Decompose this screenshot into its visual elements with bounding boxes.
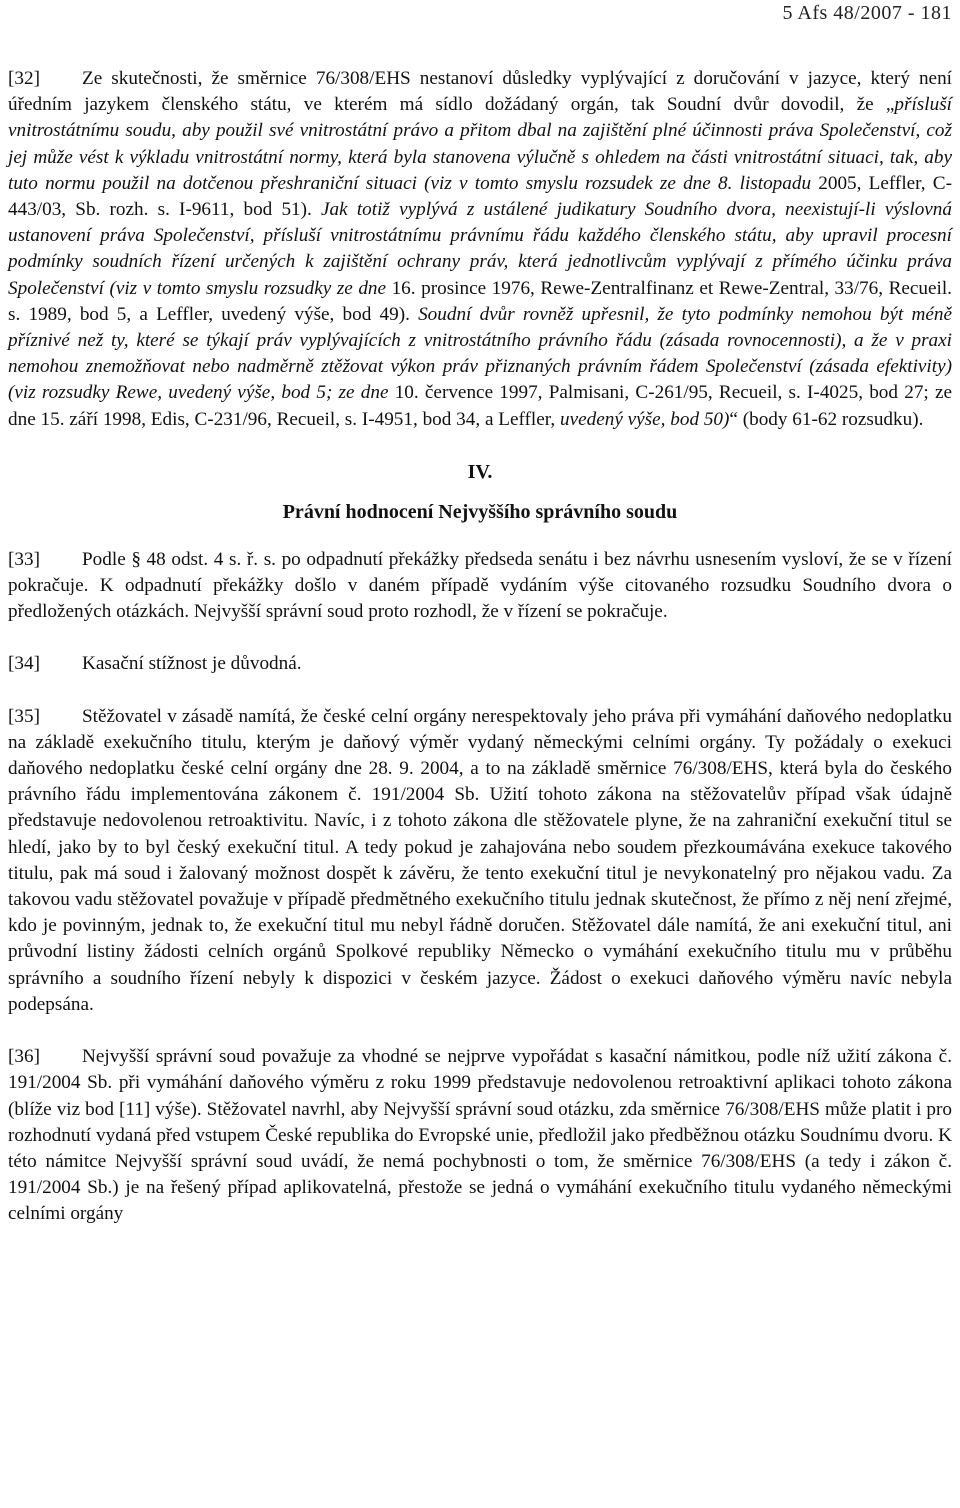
paragraph-text: 2005, Leffler, C-443/03, Sb. rozh. s. I-9611, bod 51).	[8, 172, 952, 221]
quoted-text: přísluší vnitrostátnímu soudu, aby použil své vnitrostátní právo a přitom dbal na zajištění plné účinnosti práva Společenství, což jej může vést k výkladu vnitrostátní normy, která byla stanovena výlučně s ohledem na části vnitrostátní situaci, tak, aby tuto normu použil na dotčenou přeshraniční situaci (viz v tomto smyslu rozsudek ze dne 8. listopadu	[8, 94, 952, 194]
paragraph-text: 10. července 1997, Palmisani, C-261/95, Recueil, s. I-4025, bod 27; ze dne 15. září 1998, Edis, C-231/96, Recueil, s. I-4951, bod 34, a Leffler,	[8, 382, 952, 430]
paragraph-32	[8, 66, 952, 433]
paragraph-text: Nejvyšší správní soud považuje za vhodné se nejprve vypořádat s kasační námitkou, podle níž užití zákona č. 191/2004 Sb. při vymáhání daňového výměru z roku 1999 představuje nedovolenou retroaktivní aplikaci tohoto zákona (blíže viz bod [11] výše). Stěžovatel navrhl, aby Nejvyšší správní soud otázku, zda směrnice 76/308/EHS může platit i pro rozhodnutí vydaná před vstupem České republika do Evropské unie, předložil jako předběžnou otázku Soudnímu dvoru. K této námitce Nejvyšší správní soud uvádí, že nemá pochybnosti o tom, že směrnice 76/308/EHS (a tedy i zákon č. 191/2004 Sb.) je na řešený případ aplikovatelná, přestože se jedná o vymáhání exekučního titulu vydaného německými celními orgány	[8, 1046, 952, 1225]
paragraph-33	[8, 547, 952, 626]
paragraph-number: [32]	[8, 68, 40, 89]
document-body	[8, 66, 952, 1228]
paragraph-text: Stěžovatel v zásadě namítá, že české celní orgány nerespektovaly jeho práva při vymáhání daňového nedoplatku na základě exekučního titulu, kterým je daňový výměr vydaný německými celními orgány. Ty požádaly o exekuci daňového nedoplatku české celní orgány dne 28. 9. 2004, a to na základě směrnice 76/308/EHS, která byla do českého právního řádu implementována zákonem č. 191/2004 Sb. Užití tohoto zákona na stěžovatelův případ však údajně představuje nedovolenou retroaktivitu. Navíc, i z tohoto zákona dle stěžovatele plyne, že na zahraniční exekuční titul se hledí, jako by to byl český exekuční titul. A tedy pokud je zahajována nebo soudem přezkoumávána exekuce takového titulu, pak má soud i žalovaný možnost dospět k závěru, že tento exekuční titul je nevykonatelný pro nějakou vadu. Za takovou vadu stěžovatel považuje v případě předmětného exekučního titulu jednak skutečnost, že přímo z něj není zřejmé, kdo je povinným, jednak to, že exekuční titul mu nebyl řádně doručen. Stěžovatel dále namítá, že ani exekuční titul, ani průvodní listiny žádosti celních orgánů Spolkové republiky Německo o vymáhání exekučního titulu mu v průběhu správního a soudního řízení nebyly k dispozici v českém jazyce. Žádost o exekuci daňového výměru navíc nebyla podepsána.	[8, 705, 952, 1015]
paragraph-36	[8, 1044, 952, 1227]
paragraph-text: 16. prosince 1976, Rewe-Zentralfinanz et Rewe-Zentral, 33/76, Recueil. s. 1989, bod 5, a Leffler, uvedený výše, bod 49).	[8, 277, 952, 325]
paragraph-number: [36]	[8, 1046, 40, 1068]
section-title: Právní hodnocení Nejvyššího správního soudu	[282, 500, 678, 523]
paragraph-number: [34]	[8, 653, 40, 675]
quoted-text: Jak totiž vyplývá z ustálené judikatury Soudního dvora, neexistují-li výslovná ustanovení práva Společenství, přísluší vnitrostátnímu právnímu řádu každého členského státu, aby upravil procesní podmínky soudních řízení určených k zajištění ochrany práv, která jednotlivcům vyplývají z přímého účinku práva Společenství (viz v tomto smyslu rozsudky ze dne	[8, 199, 952, 299]
paragraph-text: “ (body 61-62 rozsudku).	[729, 408, 924, 430]
case-reference: 5 Afs 48/2007 - 181	[782, 2, 952, 24]
paragraph-text: Kasační stížnost je důvodná.	[82, 653, 302, 675]
paragraph-35	[8, 704, 952, 1018]
quoted-text: uvedený výše, bod 50)	[560, 408, 730, 430]
quoted-text: Soudní dvůr rovněž upřesnil, že tyto podmínky nemohou být méně příznivé než ty, které se týkají práv vyplývajících z vnitrostátního právního řádu (zásada rovnocennosti), a že v praxi nemohou znemožňovat nebo nadměrně ztěžovat výkon práv přiznaných právním řádem Společenství (zásada efektivity) (viz rozsudky Rewe, uvedený výše, bod 5; ze dne	[8, 303, 952, 404]
paragraph-34	[8, 651, 952, 677]
paragraph-number: [33]	[8, 548, 40, 570]
paragraph-number: [35]	[8, 705, 40, 727]
section-number: IV.	[467, 460, 493, 483]
paragraph-text: Ze skutečnosti, že směrnice 76/308/EHS nestanoví důsledky vyplývající z doručování v jazyce, který není úředním jazykem členského státu, ve kterém má sídlo dožádaný orgán, tak Soudní dvůr dovodil, že „	[8, 68, 952, 116]
paragraph-text: Podle § 48 odst. 4 s. ř. s. po odpadnutí překážky předseda senátu i bez návrhu usnesením vysloví, že se v řízení pokračuje. K odpadnutí překážky došlo v daném případě vydáním výše citovaného rozsudku Soudního dvora o předložených otázkách. Nejvyšší správní soud proto rozhodl, že v řízení se pokračuje.	[8, 548, 952, 623]
